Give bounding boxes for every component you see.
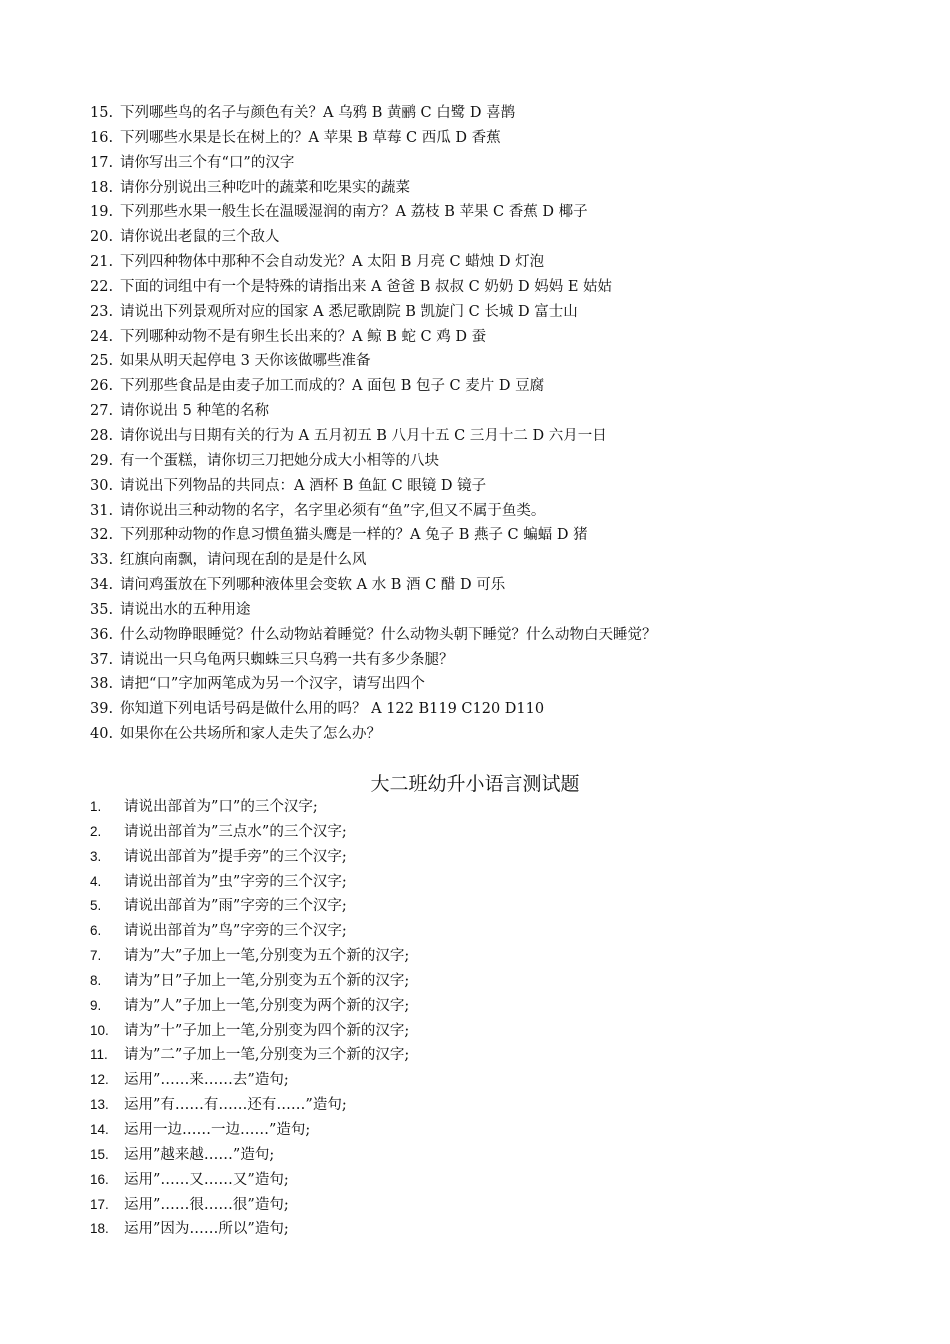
- language-question-item: [90, 1068, 409, 1093]
- question-list-language: [90, 795, 409, 1242]
- question-item-text: 下列那种动物的作息习惯鱼猫头鹰是一样的？A 兔子 B 燕子 C 蝙蝠 D 猪: [120, 527, 588, 544]
- language-question-item-text: 请为”人”子加上一笔,分别变为两个新的汉字;: [124, 997, 410, 1014]
- language-question-item-number: 12.: [90, 1072, 109, 1088]
- language-question-item-number: 6.: [90, 923, 102, 939]
- question-item: [90, 300, 657, 325]
- question-item-number: 38.: [90, 676, 114, 693]
- language-question-item-number: 3.: [90, 848, 102, 864]
- question-item-number: 39.: [90, 701, 114, 718]
- language-question-item-number: 17.: [90, 1196, 109, 1212]
- question-item-text: 你知道下列电话号码是做什么用的吗？ A 122 B119 C120 D110: [120, 701, 545, 718]
- language-question-item: [90, 845, 409, 870]
- question-item: [90, 523, 657, 548]
- language-question-item-text: 运用”……又……又”造句;: [124, 1171, 289, 1188]
- question-item-text: 下列那些水果一般生长在温暖湿润的南方？A 荔枝 B 苹果 C 香蕉 D 椰子: [120, 204, 588, 221]
- section-title: 大二班幼升小语言测试题: [370, 773, 580, 795]
- question-item: [90, 548, 657, 573]
- question-item: [90, 275, 657, 300]
- question-item-text: 请你说出 5 种笔的名称: [120, 403, 269, 420]
- question-item-text: 有一个蛋糕，请你切三刀把她分成大小相等的八块: [120, 452, 439, 469]
- question-item-text: 请说出一只乌龟两只蜘蛛三只乌鸦一共有多少条腿？: [120, 651, 454, 668]
- question-item-number: 24.: [90, 328, 114, 345]
- language-question-item-text: 运用”越来越……”造句;: [124, 1146, 275, 1163]
- question-item-text: 请问鸡蛋放在下列哪种液体里会变软 A 水 B 酒 C 醋 D 可乐: [120, 577, 506, 594]
- language-question-item: [90, 994, 409, 1019]
- question-item-text: 如果你在公共场所和家人走失了怎么办？: [120, 726, 381, 743]
- question-item: [90, 225, 657, 250]
- question-item: [90, 200, 657, 225]
- language-question-item: [90, 1168, 409, 1193]
- language-question-item-number: 4.: [90, 873, 102, 889]
- language-question-item: [90, 969, 409, 994]
- question-item: [90, 449, 657, 474]
- language-question-item: [90, 820, 409, 845]
- question-item-number: 36.: [90, 626, 114, 643]
- question-item-number: 17.: [90, 154, 114, 171]
- question-item-number: 28.: [90, 427, 114, 444]
- language-question-item-text: 运用”有……有……还有……”造句;: [124, 1097, 347, 1114]
- question-item: [90, 325, 657, 350]
- language-question-item-text: 运用”……来……去”造句;: [124, 1072, 289, 1089]
- question-item-number: 33.: [90, 552, 114, 569]
- question-item-number: 31.: [90, 502, 114, 519]
- language-question-item-number: 7.: [90, 948, 102, 964]
- language-question-item-number: 10.: [90, 1022, 109, 1038]
- question-list-general: [90, 101, 657, 747]
- question-item-text: 请你分别说出三种吃叶的蔬菜和吃果实的蔬菜: [120, 179, 410, 196]
- question-item-text: 如果从明天起停电 3 天你该做哪些准备: [120, 353, 371, 370]
- language-question-item-text: 请说出部首为”提手旁”的三个汉字;: [124, 848, 347, 865]
- language-question-item: [90, 1019, 409, 1044]
- question-item: [90, 573, 657, 598]
- question-item: [90, 697, 657, 722]
- language-question-item: [90, 919, 409, 944]
- question-item-number: 22.: [90, 278, 114, 295]
- question-item-text: 请说出水的五种用途: [120, 601, 251, 618]
- question-item-text: 请说出下列景观所对应的国家 A 悉尼歌剧院 B 凯旋门 C 长城 D 富士山: [120, 303, 578, 320]
- language-question-item-number: 1.: [90, 799, 102, 814]
- language-question-item: [90, 795, 409, 820]
- language-question-item-text: 运用”因为……所以”造句;: [124, 1221, 289, 1238]
- language-question-item-number: 16.: [90, 1171, 109, 1187]
- question-item-number: 25.: [90, 353, 114, 370]
- question-item-number: 34.: [90, 577, 114, 594]
- question-item: [90, 474, 657, 499]
- language-question-item-number: 15.: [90, 1146, 109, 1162]
- question-item: [90, 499, 657, 524]
- language-question-item-number: 18.: [90, 1221, 109, 1237]
- question-item-text: 下面的词组中有一个是特殊的请指出来 A 爸爸 B 叔叔 C 奶奶 D 妈妈 E 姑姑: [120, 278, 613, 295]
- question-item-text: 下列那些食品是由麦子加工而成的？A 面包 B 包子 C 麦片 D 豆腐: [120, 378, 545, 395]
- language-question-item-text: 请说出部首为”三点水”的三个汉字;: [124, 823, 347, 840]
- language-question-item-text: 请说出部首为”鸟”字旁的三个汉字;: [124, 923, 347, 940]
- language-question-item: [90, 1143, 409, 1168]
- question-item: [90, 176, 657, 201]
- question-item-text: 红旗向南飘，请问现在刮的是是什么风: [120, 552, 367, 569]
- language-question-item: [90, 1193, 409, 1218]
- question-item-number: 35.: [90, 601, 114, 618]
- question-item-text: 什么动物睁眼睡觉？什么动物站着睡觉？什么动物头朝下睡觉？什么动物白天睡觉？: [120, 626, 657, 643]
- question-item-number: 16.: [90, 129, 114, 146]
- language-question-item: [90, 1118, 409, 1143]
- question-item: [90, 250, 657, 275]
- language-question-item-text: 请为”日”子加上一笔,分别变为五个新的汉字;: [124, 972, 410, 989]
- question-item-number: 21.: [90, 254, 114, 271]
- language-question-item: [90, 944, 409, 969]
- question-item: [90, 349, 657, 374]
- question-item-text: 请把“口”字加两笔成为另一个汉字，请写出四个: [120, 676, 425, 693]
- language-question-item-number: 8.: [90, 972, 102, 988]
- language-question-item-number: 11.: [90, 1047, 108, 1063]
- question-item: [90, 598, 657, 623]
- language-question-item-number: 2.: [90, 823, 102, 839]
- question-item: [90, 722, 657, 747]
- question-item-number: 23.: [90, 303, 114, 320]
- question-item-text: 请你说出三种动物的名字，名字里必须有“鱼”字,但又不属于鱼类。: [120, 502, 546, 519]
- question-item-number: 19.: [90, 204, 114, 221]
- question-item: [90, 374, 657, 399]
- question-item-text: 请说出下列物品的共同点：A 酒杯 B 鱼缸 C 眼镜 D 镜子: [120, 477, 487, 494]
- question-item-number: 30.: [90, 477, 114, 494]
- language-question-item: [90, 894, 409, 919]
- question-item: [90, 623, 657, 648]
- question-item-number: 26.: [90, 378, 114, 395]
- language-question-item-number: 5.: [90, 898, 102, 914]
- language-question-item-text: 请说出部首为”虫”字旁的三个汉字;: [124, 873, 347, 890]
- question-item-number: 40.: [90, 726, 114, 743]
- question-item-text: 下列哪些鸟的名子与颜色有关？A 乌鸦 B 黄鹂 C 白鹭 D 喜鹊: [120, 105, 516, 121]
- question-item-text: 下列哪种动物不是有卵生长出来的？A 鲸 B 蛇 C 鸡 D 蚕: [120, 328, 487, 345]
- question-item-text: 请你写出三个有“口”的汉字: [120, 154, 295, 171]
- question-item: [90, 399, 657, 424]
- language-question-item-text: 请说出部首为”雨”字旁的三个汉字;: [124, 898, 347, 915]
- question-item-text: 下列四种物体中那种不会自动发光？A 太阳 B 月亮 C 蜡烛 D 灯泡: [120, 254, 545, 271]
- question-item-number: 27.: [90, 403, 114, 420]
- question-item: [90, 648, 657, 673]
- question-item: [90, 151, 657, 176]
- language-question-item-text: 运用”……很……很”造句;: [124, 1196, 289, 1213]
- question-item-number: 20.: [90, 229, 114, 246]
- language-question-item-text: 请说出部首为”口”的三个汉字;: [124, 799, 318, 815]
- language-question-item-text: 请为”十”子加上一笔,分别变为四个新的汉字;: [124, 1022, 410, 1039]
- question-item-number: 37.: [90, 651, 114, 668]
- language-question-item-text: 运用一边……一边……”造句;: [124, 1121, 311, 1138]
- question-item: [90, 672, 657, 697]
- question-item-number: 18.: [90, 179, 114, 196]
- question-item-text: 下列哪些水果是长在树上的？A 苹果 B 草莓 C 西瓜 D 香蕉: [120, 129, 501, 146]
- question-item: [90, 126, 657, 151]
- language-question-item: [90, 1043, 409, 1068]
- question-item-text: 请你说出与日期有关的行为 A 五月初五 B 八月十五 C 三月十二 D 六月一日: [120, 427, 607, 444]
- question-item-text: 请你说出老鼠的三个敌人: [120, 229, 280, 246]
- question-item: [90, 424, 657, 449]
- language-question-item: [90, 870, 409, 895]
- language-question-item-text: 请为”二”子加上一笔,分别变为三个新的汉字;: [124, 1047, 410, 1064]
- language-question-item: [90, 1093, 409, 1118]
- language-question-item: [90, 1217, 409, 1242]
- language-question-item-number: 13.: [90, 1097, 109, 1113]
- language-question-item-number: 14.: [90, 1121, 109, 1137]
- question-item: [90, 101, 657, 126]
- question-item-number: 15.: [90, 105, 114, 121]
- question-item-number: 32.: [90, 527, 114, 544]
- language-question-item-number: 9.: [90, 997, 102, 1013]
- question-item-number: 29.: [90, 452, 114, 469]
- language-question-item-text: 请为”大”子加上一笔,分别变为五个新的汉字;: [124, 948, 410, 965]
